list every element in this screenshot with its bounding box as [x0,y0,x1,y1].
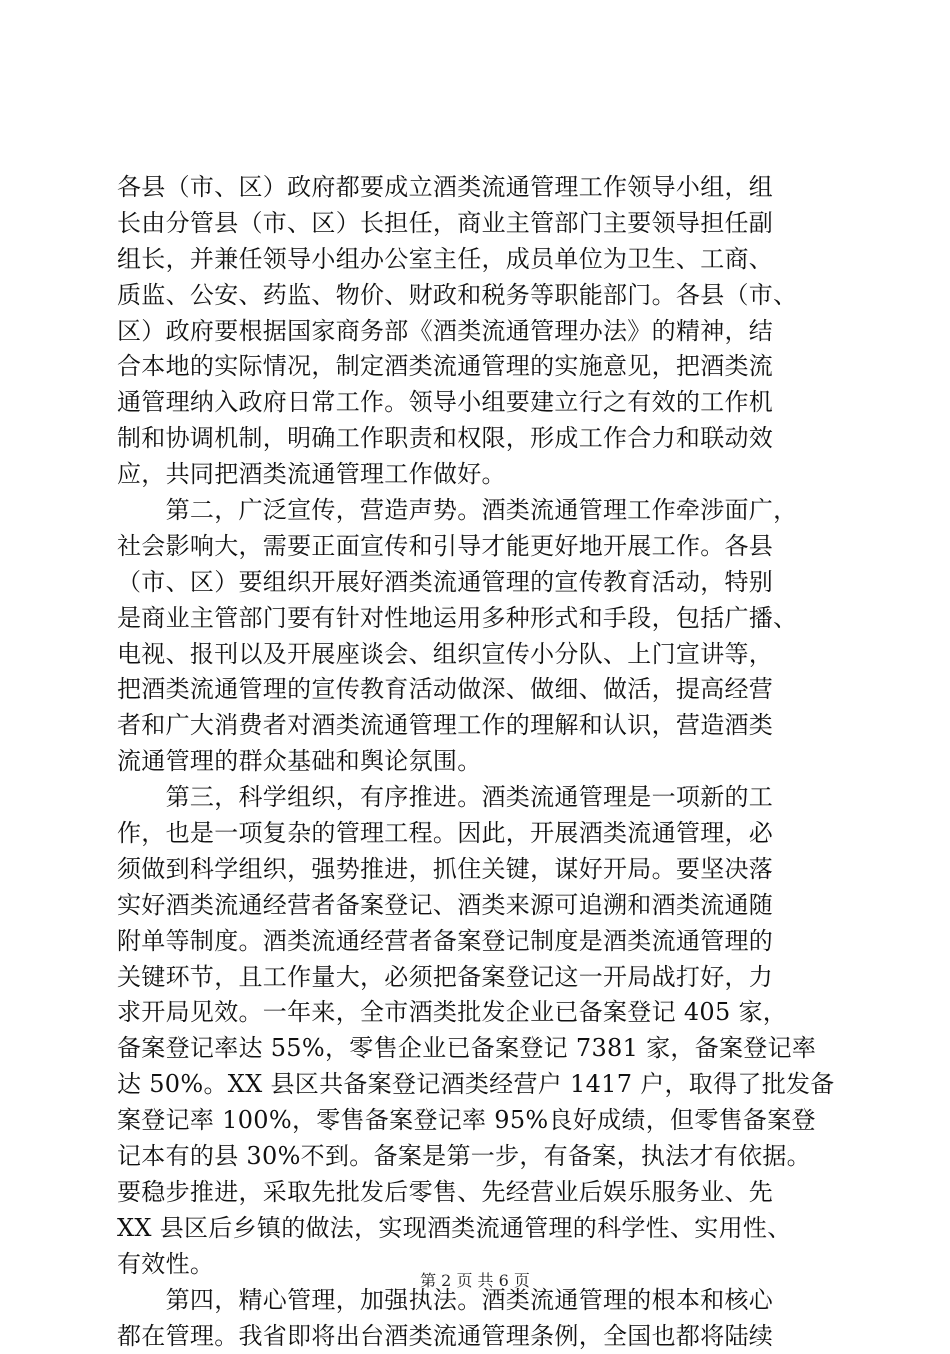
text-line: 社会影响大，需要正面宣传和引导才能更好地开展工作。各县 [117,529,852,565]
text-line: 关键环节，且工作量大，必须把备案登记这一开局战打好，力 [117,960,852,996]
text-line: 求开局见效。一年来，全市酒类批发企业已备案登记 405 家， [117,995,852,1031]
text-line: 者和广大消费者对酒类流通管理工作的理解和认识，营造酒类 [117,708,852,744]
text-line: 通管理纳入政府日常工作。领导小组要建立行之有效的工作机 [117,385,852,421]
text-line: 备案登记率达 55%，零售企业已备案登记 7381 家，备案登记率 [117,1031,852,1067]
body-text [117,170,852,1354]
text-line: 质监、公安、药监、物价、财政和税务等职能部门。各县（市、 [117,278,852,314]
text-line: 第四，精心管理，加强执法。酒类流通管理的根本和核心 [117,1283,852,1319]
text-line: 作，也是一项复杂的管理工程。因此，开展酒类流通管理，必 [117,816,852,852]
text-line: 实好酒类流通经营者备案登记、酒类来源可追溯和酒类流通随 [117,888,852,924]
text-line: 各县（市、区）政府都要成立酒类流通管理工作领导小组，组 [117,170,852,206]
text-line: 合本地的实际情况，制定酒类流通管理的实施意见，把酒类流 [117,349,852,385]
text-line: 附单等制度。酒类流通经营者备案登记制度是酒类流通管理的 [117,924,852,960]
text-line: 第二，广泛宣传，营造声势。酒类流通管理工作牵涉面广， [117,493,852,529]
text-line: XX 县区后乡镇的做法，实现酒类流通管理的科学性、实用性、 [117,1211,852,1247]
text-line: 达 50%。XX 县区共备案登记酒类经营户 1417 户，取得了批发备 [117,1067,852,1103]
text-line: 第三，科学组织，有序推进。酒类流通管理是一项新的工 [117,780,852,816]
text-line: （市、区）要组织开展好酒类流通管理的宣传教育活动，特别 [117,565,852,601]
text-line: 把酒类流通管理的宣传教育活动做深、做细、做活，提高经营 [117,672,852,708]
text-line: 要稳步推进，采取先批发后零售、先经营业后娱乐服务业、先 [117,1175,852,1211]
text-line: 制和协调机制，明确工作职责和权限，形成工作合力和联动效 [117,421,852,457]
text-line: 应，共同把酒类流通管理工作做好。 [117,457,852,493]
text-line: 记本有的县 30%不到。备案是第一步，有备案，执法才有依据。 [117,1139,852,1175]
text-line: 案登记率 100%，零售备案登记率 95%良好成绩，但零售备案登 [117,1103,852,1139]
text-line: 有效性。 [117,1247,852,1283]
text-line: 组长，并兼任领导小组办公室主任，成员单位为卫生、工商、 [117,242,852,278]
text-line: 须做到科学组织，强势推进，抓住关键，谋好开局。要坚决落 [117,852,852,888]
text-line: 长由分管县（市、区）长担任，商业主管部门主要领导担任副 [117,206,852,242]
text-line: 电视、报刊以及开展座谈会、组织宣传小分队、上门宣讲等， [117,637,852,673]
text-line: 是商业主管部门要有针对性地运用多种形式和手段，包括广播、 [117,601,852,637]
text-line: 都在管理。我省即将出台酒类流通管理条例，全国也都将陆续 [117,1319,852,1354]
text-line: 流通管理的群众基础和舆论氛围。 [117,744,852,780]
text-line: 区）政府要根据国家商务部《酒类流通管理办法》的精神，结 [117,314,852,350]
page-number-footer: 第 2 页 共 6 页 [0,1271,950,1291]
